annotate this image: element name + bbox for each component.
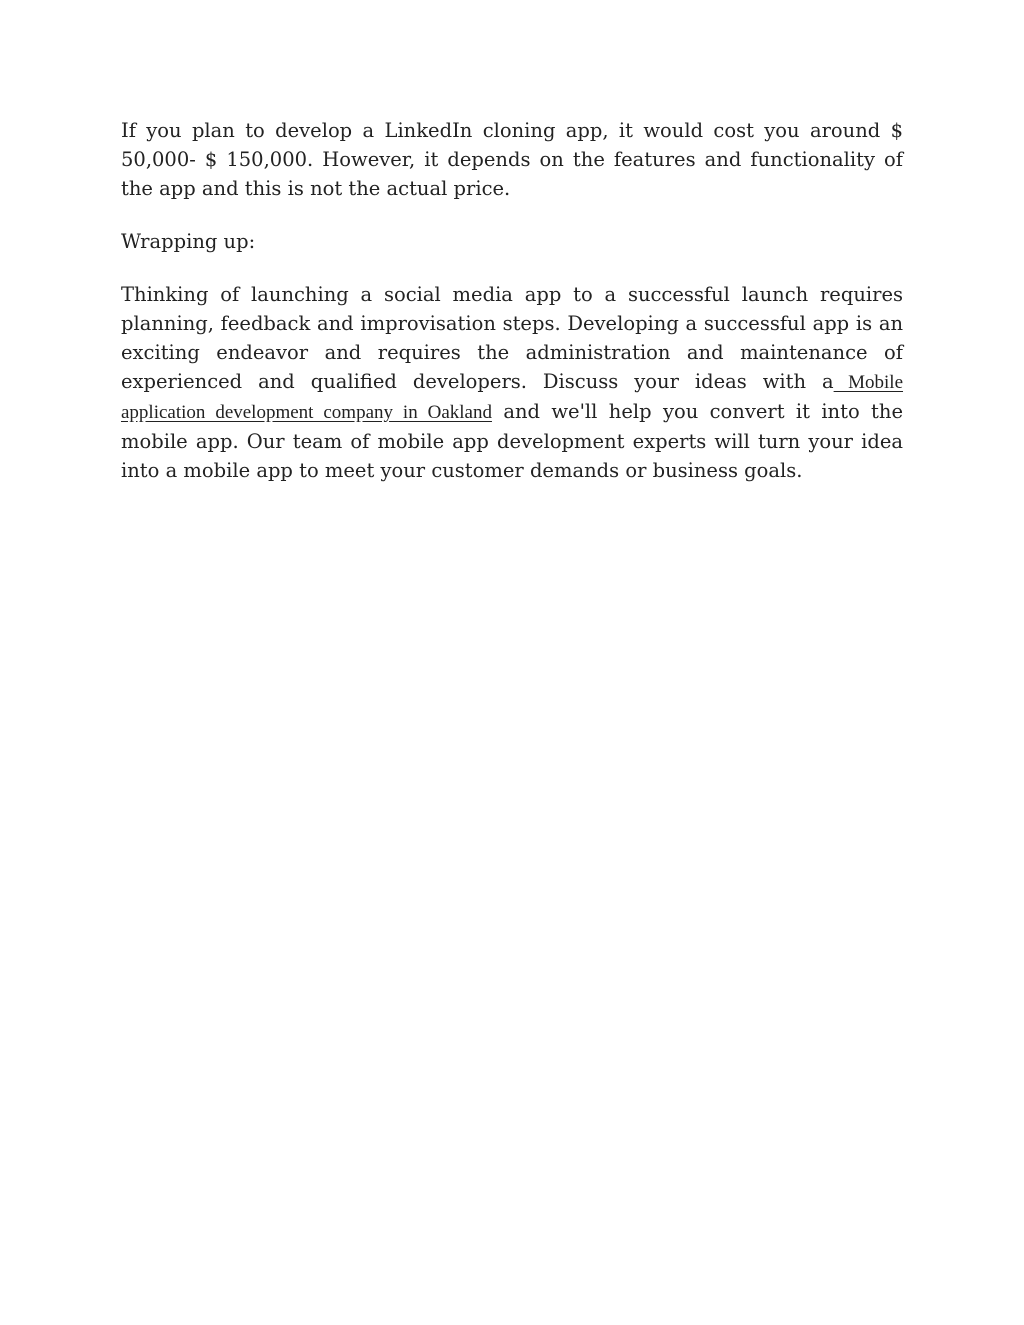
wrapping-up-heading: Wrapping up: [121, 230, 256, 253]
conclusion-paragraph [121, 280, 903, 485]
cost-paragraph: If you plan to develop a LinkedIn cloning app, it would cost you around $ 50,000- $ 150,000. However, it depends on the features and functionality of the app and this is not the actual price. [121, 119, 903, 200]
mobile-app-company-link[interactable]: Mobile application development company in Oakland [121, 372, 904, 423]
conclusion-text-before-link: Thinking of launching a social media app to a successful launch requires planning, feedback and improvisation steps. Developing a successful app is an exciting endeavor and requires the administration and maintenance of experienced and qualified developers. Discuss your ideas with a [121, 283, 903, 393]
conclusion-text-after-link: and we'll help you convert it into the mobile app. Our team of mobile app development experts will turn your idea into a mobile app to meet your customer demands or business goals. [121, 400, 903, 482]
document-page [121, 116, 903, 509]
